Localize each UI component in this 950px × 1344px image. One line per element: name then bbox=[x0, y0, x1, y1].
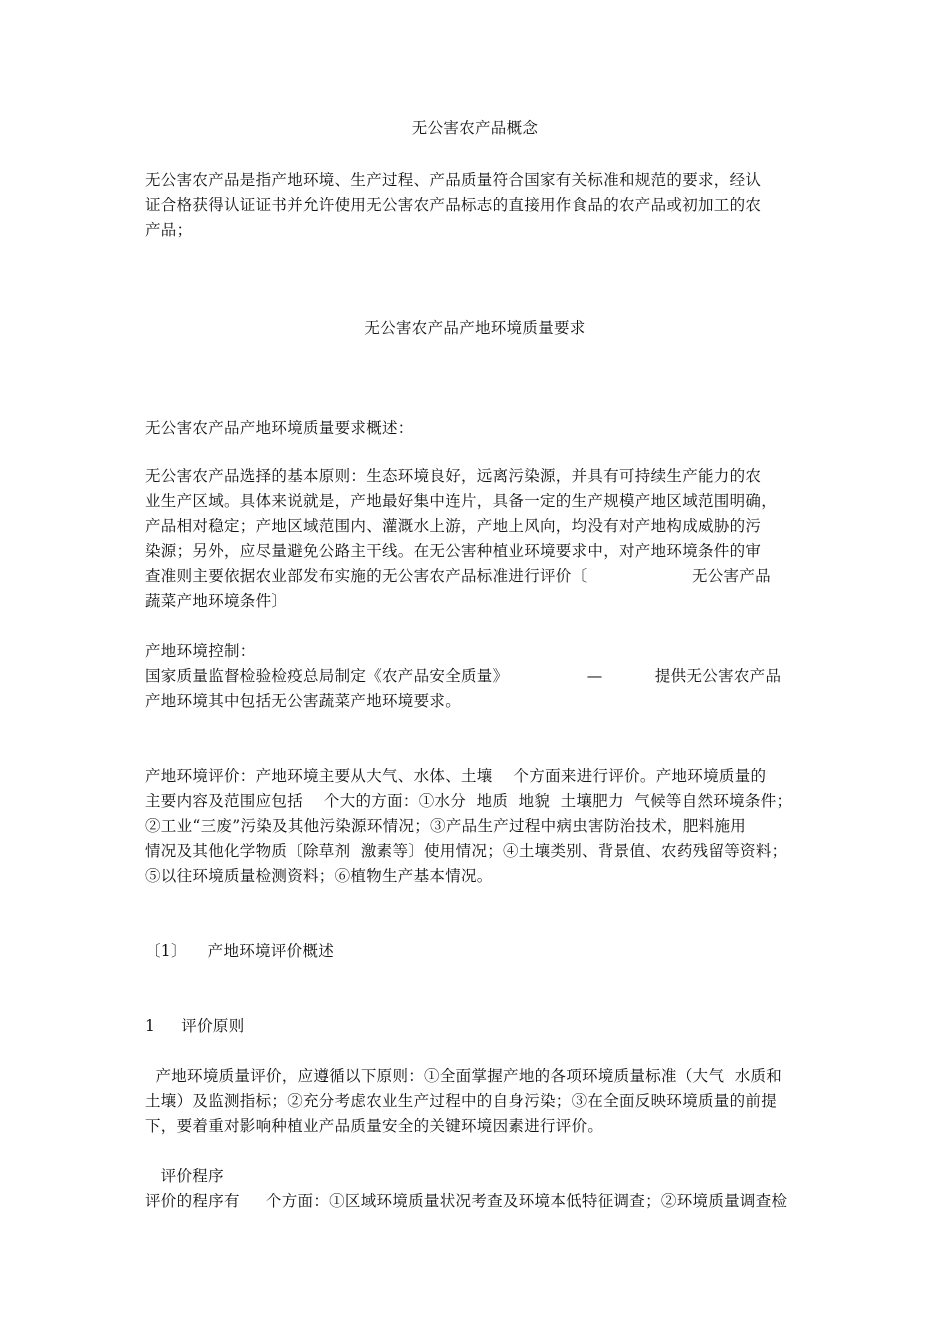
document-title: 无公害农产品概念 bbox=[411, 119, 539, 137]
evaluation-line: ⑤以往环境质量检测资料；⑥植物生产基本情况。 bbox=[145, 867, 493, 885]
control-heading: 产地环境控制： bbox=[145, 642, 256, 660]
item2-heading: 评价程序 bbox=[145, 1167, 224, 1185]
definition-line: 无公害农产品是指产地环境、生产过程、产品质量符合国家有关标准和规范的要求，经认 bbox=[145, 171, 762, 189]
definition-line: 证合格获得认证证书并允许使用无公害农产品标志的直接用作食品的农产品或初加工的农 bbox=[145, 196, 762, 214]
principle-line: 蔬菜产地环境条件〕 bbox=[145, 592, 288, 610]
evaluation-line: 产地环境评价：产地环境主要从大气、水体、土壤 个方面来进行评价。产地环境质量的 bbox=[145, 767, 767, 785]
control-line: 产地环境其中包括无公害蔬菜产地环境要求。 bbox=[145, 692, 462, 710]
principle-line: 查准则主要依据农业部发布实施的无公害农产品标准进行评价〔 无公害产品 bbox=[145, 567, 771, 585]
item1-heading: 1 评价原则 bbox=[145, 1017, 245, 1035]
principle-line: 无公害农产品选择的基本原则：生态环境良好，远离污染源，并具有可持续生产能力的农 bbox=[145, 467, 762, 485]
principle-line: 业生产区域。具体来说就是，产地最好集中连片，具备一定的生产规模产地区域范围明确， bbox=[145, 492, 778, 510]
item1-line: 下，要着重对影响种植业产品质量安全的关键环境因素进行评价。 bbox=[145, 1117, 604, 1135]
control-line: 国家质量监督检验检疫总局制定《农产品安全质量》 — 提供无公害农产品 bbox=[145, 667, 782, 685]
principle-line: 产品相对稳定；产地区域范围内、灌溉水上游，产地上风向，均没有对产地构成威胁的污 bbox=[145, 517, 762, 535]
evaluation-line: 情况及其他化学物质〔除草剂 激素等〕使用情况；④土壤类别、背景值、农药残留等资料； bbox=[145, 842, 788, 860]
overview-heading: 无公害农产品产地环境质量要求概述： bbox=[145, 419, 414, 437]
item1-line: 产地环境质量评价，应遵循以下原则：①全面掌握产地的各项环境质量标准（大气 水质和 bbox=[145, 1067, 783, 1085]
principle-line: 染源；另外，应尽量避免公路主干线。在无公害种植业环境要求中，对产地环境条件的审 bbox=[145, 542, 762, 560]
section-title: 无公害农产品产地环境质量要求 bbox=[364, 319, 586, 337]
item2-line: 评价的程序有 个方面：①区域环境质量状况考查及环境本低特征调查；②环境质量调查检 bbox=[145, 1192, 788, 1210]
sub-heading: 〔1〕 产地环境评价概述 bbox=[145, 942, 335, 960]
item1-line: 土壤）及监测指标；②充分考虑农业生产过程中的自身污染；③在全面反映环境质量的前提 bbox=[145, 1092, 778, 1110]
evaluation-line: ②工业“三废”污染及其他污染源环情况；③产品生产过程中病虫害防治技术，肥料施用 bbox=[145, 817, 747, 835]
evaluation-line: 主要内容及范围应包括 个大的方面：①水分 地质 地貌 土壤肥力 气候等自然环境条件； bbox=[145, 792, 793, 810]
definition-line: 产品； bbox=[145, 221, 193, 239]
